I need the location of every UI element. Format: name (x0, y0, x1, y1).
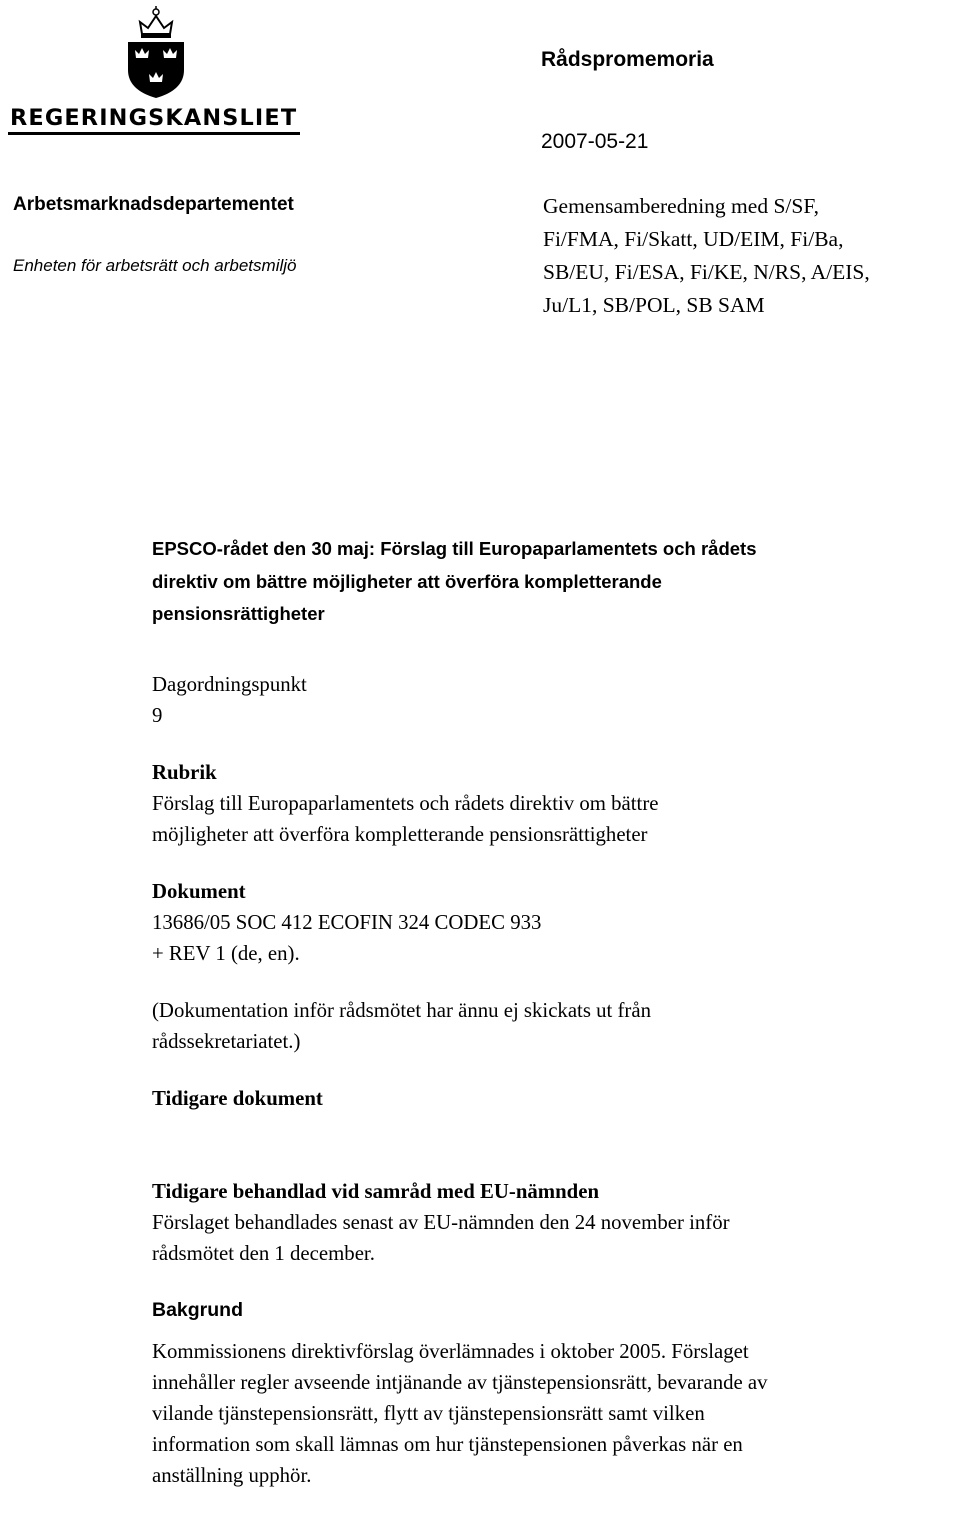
title-line: EPSCO-rådet den 30 maj: Förslag till Europaparlamentets och rådets (152, 538, 757, 559)
crown-shield-icon (120, 4, 192, 100)
regeringskansliet-logo (4, 4, 304, 132)
joint-preparation-line: Fi/FMA, Fi/Skatt, UD/EIM, Fi/Ba, (543, 227, 844, 251)
joint-preparation-line: Ju/L1, SB/POL, SB SAM (543, 293, 765, 317)
bakgrund-heading: Bakgrund (152, 1298, 244, 1321)
dokument-note-line: (Dokumentation inför rådsmötet har ännu ej skickats ut från (152, 998, 651, 1022)
joint-preparation-line: SB/EU, Fi/ESA, Fi/KE, N/RS, A/EIS, (543, 260, 870, 284)
department-name: Arbetsmarknadsdepartementet (13, 194, 294, 215)
title-line: pensionsrättigheter (152, 603, 325, 624)
tidigare-behandlad-line: rådsmötet den 1 december. (152, 1241, 375, 1265)
agenda-heading: Dagordningspunkt (152, 672, 307, 696)
agenda-section (152, 669, 942, 731)
memo-type: Rådspromemoria (541, 48, 714, 71)
memo-date: 2007-05-21 (541, 130, 649, 153)
tidigare-dokument-section (152, 1083, 942, 1114)
dokument-line: 13686/05 SOC 412 ECOFIN 324 CODEC 933 (152, 910, 542, 934)
bakgrund-line: Kommissionens direktivförslag överlämnades i oktober 2005. Förslaget (152, 1339, 749, 1363)
joint-preparation-line: Gemensamberedning med S/SF, (543, 194, 819, 218)
tidigare-behandlad-heading: Tidigare behandlad vid samråd med EU-nämnden (152, 1179, 600, 1203)
logo-wordmark: REGERINGSKANSLIET (10, 105, 298, 131)
agenda-value: 9 (152, 703, 163, 727)
rubrik-line: Förslag till Europaparlamentets och rådets direktiv om bättre (152, 791, 659, 815)
title-line: direktiv om bättre möjligheter att överföra kompletterande (152, 570, 662, 592)
bakgrund-line: vilande tjänstepensionsrätt, flytt av tjänstepensionsrätt samt vilken (152, 1401, 705, 1425)
dokument-note-line: rådssekretariatet.) (152, 1029, 301, 1053)
dokument-section (152, 876, 942, 969)
bakgrund-line: information som skall lämnas om hur tjänstepensionen påverkas när en (152, 1432, 743, 1456)
dokument-line: + REV 1 (de, en). (152, 941, 300, 965)
bakgrund-line: innehåller regler avseende intjänande av tjänstepensionsrätt, bevarande av (152, 1370, 768, 1394)
document-title (152, 533, 942, 631)
logo-underline (8, 132, 300, 135)
dokument-note (152, 995, 942, 1057)
unit-name: Enheten för arbetsrätt och arbetsmiljö (13, 256, 297, 275)
rubrik-line: möjligheter att överföra kompletterande pensionsrättigheter (152, 822, 648, 846)
dokument-heading: Dokument (152, 879, 246, 903)
memo-body (152, 533, 942, 1517)
bakgrund-line: anställning upphör. (152, 1463, 312, 1487)
tidigare-behandlad-line: Förslaget behandlades senast av EU-nämnden den 24 november inför (152, 1210, 730, 1234)
joint-preparation (543, 190, 953, 322)
bakgrund-section (152, 1295, 942, 1491)
rubrik-heading: Rubrik (152, 760, 217, 784)
tidigare-behandlad-section (152, 1176, 942, 1269)
tidigare-dokument-heading: Tidigare dokument (152, 1086, 323, 1110)
rubrik-section (152, 757, 942, 850)
